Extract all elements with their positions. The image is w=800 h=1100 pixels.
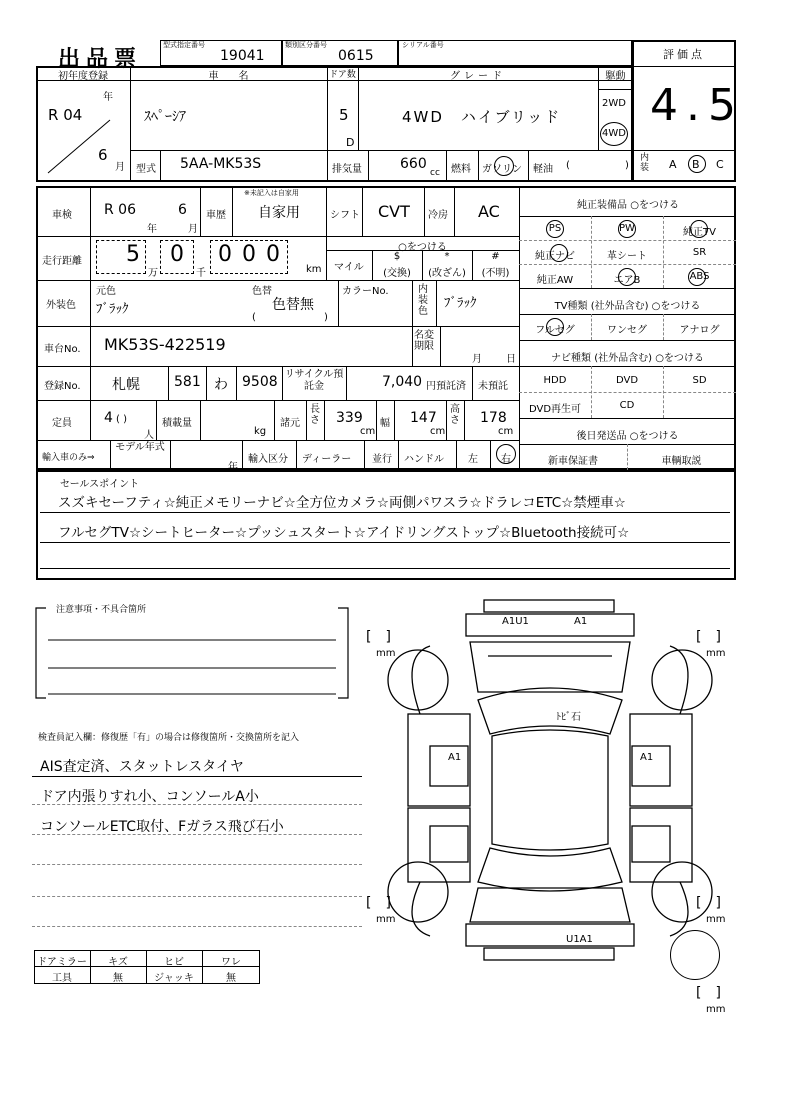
note-line-2: ドア内張りすれ小、コンソールA小 — [40, 789, 259, 805]
tire-bracket-spare: [ ] — [696, 985, 721, 1001]
reg-kana: わ — [214, 377, 228, 393]
width-value: 147 — [410, 410, 437, 426]
drive-2wd: 2WD — [602, 98, 626, 109]
interior-grade-c: C — [716, 158, 724, 171]
tv-analog: アナログ — [679, 325, 720, 336]
name-change-month: 月 — [472, 354, 482, 365]
first-reg-era: R 04 — [48, 106, 83, 124]
first-reg-slash — [40, 118, 120, 178]
navi-hdd: HDD — [543, 375, 567, 386]
inspection-month: 6 — [178, 202, 187, 218]
inspection-label: 車検 — [52, 210, 72, 221]
repaint-paren-close: ) — [324, 312, 328, 323]
rating-value: 4.5 — [650, 80, 744, 131]
diagram-mark-front-bumper-2: A1 — [574, 616, 588, 627]
diagram-mark-front-bumper: A1U1 — [502, 616, 529, 627]
car-name-label: 車 名 — [208, 71, 249, 82]
fuel-paren-open: ( — [566, 160, 570, 171]
first-reg-year-unit: 年 — [103, 92, 113, 103]
ac-label: 冷房 — [428, 210, 448, 221]
equip-ps-circle — [546, 220, 564, 238]
exchange-text: (交換) — [383, 268, 411, 279]
serial-label: シリアル番号 — [402, 41, 444, 49]
displacement-unit: cc — [430, 168, 440, 178]
checklist-cell-1: 工具 — [52, 973, 72, 984]
interior-color-label: 内装色 — [418, 284, 428, 317]
fuel-paren-close: ) — [625, 160, 629, 171]
category-value: 0615 — [338, 48, 374, 64]
grade-label: グレード — [450, 71, 506, 82]
equip-airbag: エアB — [613, 275, 641, 286]
tire-mm-rl: mm — [376, 914, 396, 925]
tv-oneseg: ワンセグ — [607, 325, 647, 336]
fuel-diesel: 軽油 — [533, 164, 553, 175]
tire-mm-rr: mm — [706, 914, 726, 925]
fuel-gasoline: ガソリン — [482, 164, 522, 175]
navi-cd: CD — [619, 400, 635, 411]
sales-line-1: スズキセーフティ☆純正メモリーナビ☆全方位カメラ☆両側パワスラ☆ドラレコETC☆禁煙車☆ — [58, 495, 626, 511]
length-value: 339 — [336, 410, 363, 426]
equip-tv: 純正TV — [683, 227, 716, 238]
height-cm: cm — [498, 426, 514, 437]
capacity-value: 4 — [104, 410, 113, 426]
inspector-label: 検査員記入欄：修復歴「有」の場合は修復箇所・交換箇所を記入 — [38, 733, 300, 743]
drive-4wd: 4WD — [602, 128, 626, 139]
sales-line-2: フルセグTV☆シートヒーター☆プッシュスタート☆アイドリングストップ☆Bluetooth接続可☆ — [58, 525, 630, 541]
height-value: 178 — [480, 410, 507, 426]
page-title: 出品票 — [58, 47, 143, 72]
mileage-mark-note: ○をつける — [398, 242, 447, 253]
tire-bracket-fr: [ ] — [696, 629, 721, 645]
diagram-mark-right-door: A1 — [640, 752, 654, 763]
sales-point-label: セールスポイント — [60, 479, 140, 490]
equipment-title: 純正装備品 ○をつける — [577, 200, 679, 211]
model-value: 5AA-MK53S — [180, 156, 262, 172]
tire-mm-fl: mm — [376, 648, 396, 659]
first-reg-label: 初年度登録 — [58, 71, 108, 82]
mileage-label: 走行距離 — [42, 256, 82, 267]
doors-suffix: D — [346, 136, 355, 149]
equip-navi: 純正ナビ — [535, 251, 575, 262]
equip-pw: PW — [619, 223, 635, 234]
interior-color-value: ﾌﾞﾗｯｸ — [444, 296, 477, 311]
chassis-value: MK53S-422519 — [104, 335, 226, 354]
tamper-text: (改ざん) — [428, 268, 466, 279]
fuel-label: 燃料 — [451, 164, 471, 175]
diagram-mark-windshield: ﾄﾋﾞ石 — [556, 712, 581, 723]
exchange-symbol: $ — [393, 251, 401, 262]
notes-bracket — [32, 606, 352, 706]
inspection-year-unit: 年 — [147, 224, 157, 235]
tamper-symbol: * — [444, 251, 450, 262]
displacement-value: 660 — [400, 156, 427, 172]
ac-value: AC — [478, 202, 500, 221]
equip-navi-circle — [550, 244, 568, 262]
equip-airbag-circle — [618, 268, 636, 286]
unknown-symbol: # — [491, 251, 500, 262]
color-no-label: カラーNo. — [342, 286, 389, 297]
displacement-label: 排気量 — [332, 164, 362, 175]
tire-mm-fr: mm — [706, 648, 726, 659]
category-label: 類別区分番号 — [285, 41, 327, 49]
reg-class: 581 — [174, 374, 201, 390]
checklist-cell-2: 無 — [113, 973, 123, 984]
checklist-header-4: ワレ — [221, 957, 241, 968]
recycle-value: 7,040 — [382, 374, 423, 390]
car-name-value: ｽﾍﾟｰｼｱ — [144, 109, 186, 125]
original-color-label: 元色 — [96, 286, 116, 297]
repaint-paren-open: ( — [252, 312, 256, 323]
mileage-digit-5: 0 — [266, 242, 280, 267]
notes-label: 注意事項・不具合箇所 — [56, 605, 147, 615]
chassis-label: 車台No. — [44, 344, 81, 355]
registration-label: 登録No. — [44, 381, 81, 392]
repaint-label: 色替 — [252, 286, 272, 297]
drive-label: 駆動 — [605, 71, 626, 82]
mileage-digit-3: 0 — [218, 242, 232, 267]
mileage-digit-1: 5 — [126, 242, 140, 267]
doors-label: ドア数 — [329, 70, 356, 80]
equip-pw-circle — [618, 220, 636, 238]
import-parallel: 並行 — [372, 454, 392, 465]
width-cm: cm — [430, 426, 446, 437]
note-line-3: コンソールETC取付、Fガラス飛び石小 — [40, 819, 284, 835]
equip-ps: PS — [548, 223, 562, 234]
checklist-header-1: ドアミラー — [37, 957, 87, 968]
type-designation-value: 19041 — [220, 48, 265, 64]
first-reg-month: 6 — [98, 146, 108, 164]
dims-label: 諸元 — [280, 418, 300, 429]
equip-sr: SR — [692, 247, 707, 258]
shift-label: シフト — [330, 210, 360, 221]
capacity-label: 定員 — [52, 418, 72, 429]
history-value: 自家用 — [258, 205, 300, 221]
length-cm: cm — [360, 426, 376, 437]
tire-bracket-rr: [ ] — [696, 895, 721, 911]
exterior-label: 外装色 — [46, 300, 76, 311]
car-diagram — [360, 596, 740, 976]
type-designation-label: 型式指定番号 — [163, 41, 205, 49]
doors-value: 5 — [339, 106, 349, 124]
equip-leather: 革シート — [607, 251, 647, 262]
later-warranty: 新車保証書 — [548, 456, 598, 467]
reg-area: 札幌 — [112, 377, 140, 393]
tire-mm-spare: mm — [706, 1004, 726, 1015]
mileage-digit-4: 0 — [242, 242, 256, 267]
later-manual: 車輌取説 — [661, 456, 702, 467]
interior-grade-label: 内装 — [640, 153, 650, 173]
equip-aw: 純正AW — [536, 275, 574, 286]
name-change-day: 日 — [506, 354, 516, 365]
fuel-gasoline-circle — [494, 156, 514, 176]
interior-grade-a: A — [669, 158, 677, 171]
import-class-label: 輸入区分 — [248, 454, 288, 465]
note-line-1: AIS査定済、スタットレスタイヤ — [40, 759, 244, 775]
navi-dvd-play: DVD再生可 — [528, 404, 582, 415]
model-year-unit: 年 — [228, 462, 238, 473]
unknown-text: (不明) — [481, 268, 510, 279]
checklist-header-3: ヒビ — [164, 957, 184, 968]
navi-sd: SD — [692, 375, 707, 386]
diagram-mark-left-door: A1 — [448, 752, 462, 763]
history-label: 車歴 — [206, 210, 226, 221]
diagram-mark-rear-bumper: U1A1 — [566, 934, 593, 945]
repaint-value: 色替無 — [272, 297, 314, 313]
equip-abs: ABS — [689, 271, 710, 282]
import-dealer: ディーラー — [302, 454, 352, 465]
navi-dvd: DVD — [615, 375, 639, 386]
handle-left: 左 — [468, 454, 478, 465]
equip-abs-circle — [688, 268, 706, 286]
later-title: 後日発送品 ○をつける — [576, 431, 679, 442]
checklist-cell-3: ジャッキ — [154, 973, 194, 984]
checklist-header-2: キズ — [108, 957, 128, 968]
tv-fullseg: フルセグ — [535, 325, 575, 336]
interior-grade-b: B — [692, 158, 700, 171]
shift-value: CVT — [378, 202, 410, 221]
height-label: 高さ — [450, 404, 460, 426]
tire-bracket-fl: [ ] — [366, 629, 391, 645]
tire-bracket-rl: [ ] — [366, 895, 391, 911]
recycle-label: リサイクル預託金 — [284, 369, 344, 392]
tv-title: TV種類 (社外品含む) ○をつける — [554, 301, 701, 312]
recycle-unpaid: 未預託 — [478, 381, 508, 392]
equip-tv-circle — [690, 220, 708, 238]
reg-number: 9508 — [242, 374, 278, 390]
checklist-cell-4: 無 — [226, 973, 236, 984]
mileage-digit-2: 0 — [170, 242, 184, 267]
mileage-sen: 千 — [196, 268, 206, 279]
inspection-era: R 06 — [104, 202, 136, 218]
mileage-km: km — [306, 264, 322, 275]
length-label: 長さ — [310, 404, 320, 426]
first-reg-month-unit: 月 — [115, 162, 125, 173]
model-label: 型式 — [136, 164, 156, 175]
grade-value: 4WD ハイブリッド — [402, 108, 562, 126]
navi-title: ナビ種類 (社外品含む) ○をつける — [551, 353, 704, 364]
capacity-person: 人 — [144, 430, 154, 441]
import-label: 輸入車のみ⇒ — [42, 453, 95, 463]
spare-tire — [670, 930, 720, 980]
model-year-label: モデル年式 — [115, 442, 165, 453]
capacity-paren: ( ) — [116, 414, 127, 425]
width-label: 幅 — [380, 418, 390, 429]
rating-label: 評価点 — [663, 48, 705, 61]
handle-label: ハンドル — [404, 454, 444, 465]
handle-right: 右 — [501, 454, 511, 465]
original-color-value: ﾌﾞﾗｯｸ — [96, 302, 129, 317]
mileage-man: 万 — [148, 268, 158, 279]
history-note: ※未記入は自家用 — [244, 189, 299, 197]
recycle-unit: 円預託済 — [426, 381, 466, 392]
load-label: 積載量 — [162, 418, 192, 429]
inspection-month-unit: 月 — [188, 224, 198, 235]
load-kg: kg — [254, 426, 267, 437]
name-change-label: 名変期限 — [414, 330, 434, 352]
tv-fullseg-circle — [546, 318, 564, 336]
mileage-mile: マイル — [334, 262, 364, 273]
